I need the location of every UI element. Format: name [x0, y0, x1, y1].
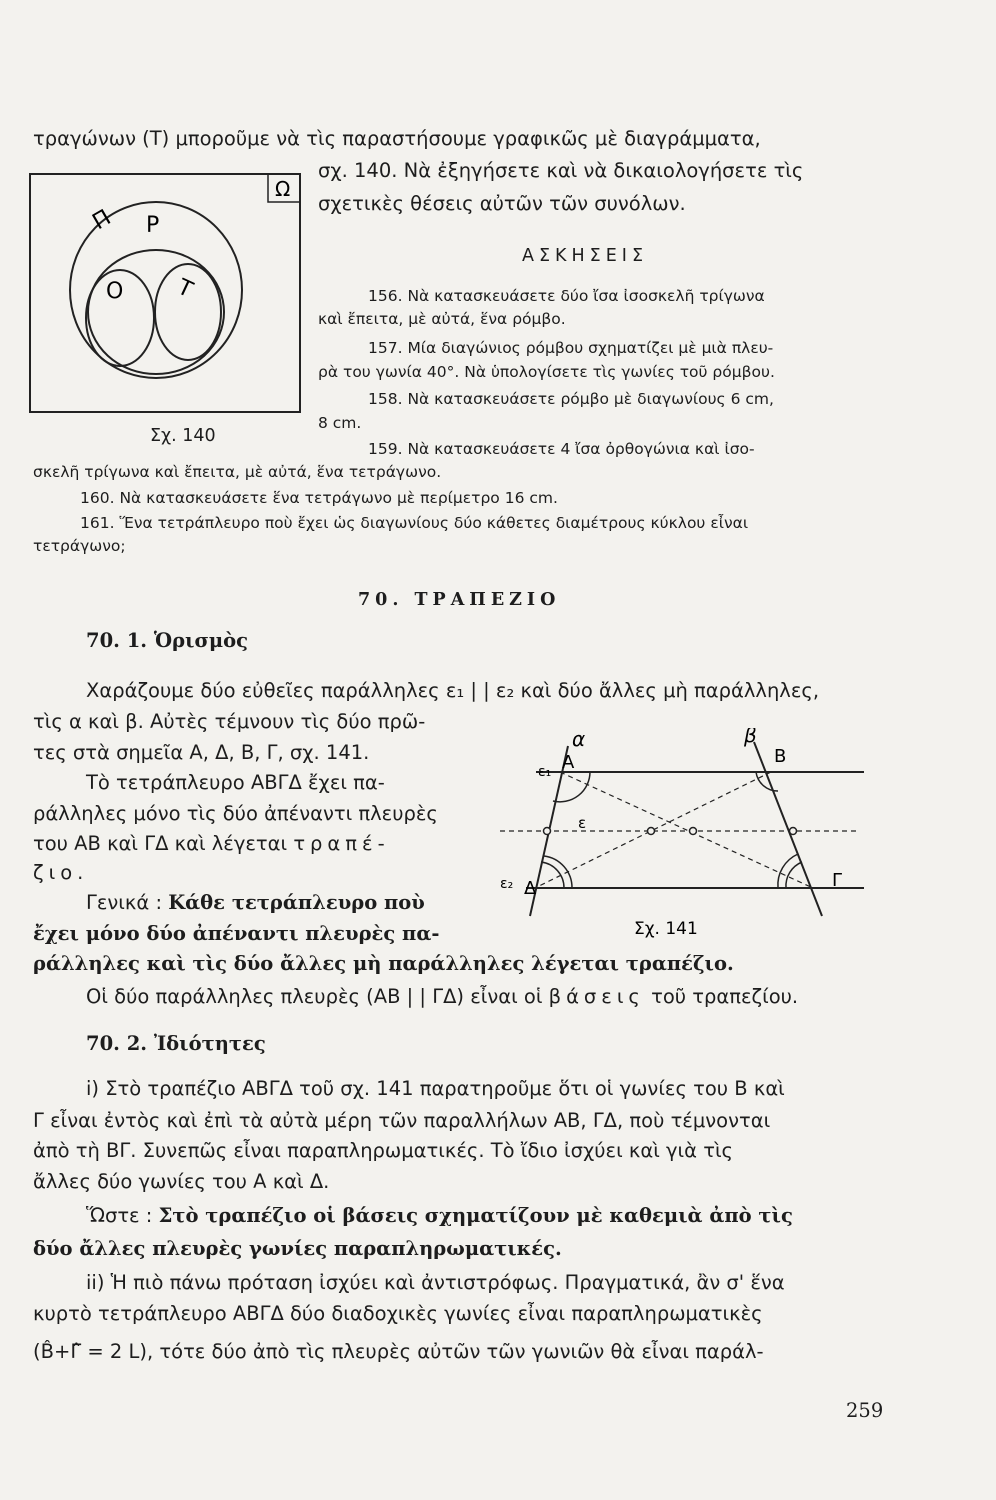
- property-line-7: ii) Ἡ πιὸ πάνω πρόταση ἰσχύει καὶ ἀντιστρόφως. Πραγματικά, ἂν σ' ἕνα: [86, 1271, 785, 1294]
- label-t: Τ: [173, 274, 197, 304]
- property-line-1: i) Στὸ τραπέζιο ΑΒΓΔ τοῦ σχ. 141 παρατηροῦμε ὅτι οἱ γωνίες του Β καὶ: [86, 1077, 785, 1100]
- diagonal-ag: [560, 772, 813, 888]
- property-line-6: δύο ἄλλες πλευρὲς γωνίες παραπληρωματικές.: [33, 1237, 562, 1260]
- midpoint-diag-2: [690, 828, 697, 835]
- definition-line-9: ἔχει μόνο δύο ἀπέναντι πλευρὲς πα-: [33, 922, 440, 945]
- top-line-3: σχετικὲς θέσεις αὐτῶν τῶν συνόλων.: [318, 192, 686, 215]
- label-e2: ε₂: [500, 876, 514, 892]
- label-rho: Ρ: [146, 213, 160, 238]
- definition-line-6a: του ΑΒ καὶ ΓΔ καὶ λέγεται: [33, 832, 288, 855]
- exercise-158-line-1: 158. Νὰ κατασκευάσετε ρόμβο μὲ διαγωνίους 6 cm,: [368, 390, 774, 408]
- label-vertex-d: Δ: [524, 878, 537, 899]
- definition-line-3: τες στὰ σημεῖα Α, Δ, Β, Γ, σχ. 141.: [33, 741, 370, 764]
- top-line-1: τραγώνων (Τ) μποροῦμε νὰ τὶς παραστήσουμε γραφικῶς μὲ διαγράμματα,: [33, 127, 761, 150]
- angle-arc-g-2: [778, 854, 798, 888]
- label-a-line: α: [572, 728, 586, 751]
- exercise-157-line-2: ρὰ του γωνία 40°. Νὰ ὑπολογίσετε τὶς γωνίες τοῦ ρόμβου.: [318, 363, 775, 381]
- exercise-160: 160. Νὰ κατασκευάσετε ἕνα τετράγωνο μὲ περίμετρο 16 cm.: [80, 489, 558, 507]
- line-b: [754, 742, 822, 916]
- therefore-label: Ὥστε :: [86, 1204, 153, 1227]
- venn-diagram-figure: [28, 170, 308, 420]
- bases-text-a: Οἱ δύο παράλληλες πλευρὲς (ΑΒ | | ΓΔ) εἶναι οἱ: [86, 985, 543, 1008]
- property-line-8: κυρτὸ τετράπλευρο ΑΒΓΔ δύο διαδοχικὲς γωνίες εἶναι παραπληρωματικὲς: [33, 1302, 763, 1325]
- label-pi: Π: [88, 205, 116, 236]
- midpoint-bg: [790, 828, 797, 835]
- label-b-line: β: [744, 728, 757, 747]
- generally-label: Γενικά :: [86, 891, 163, 914]
- property-bold-1: Στὸ τραπέζιο οἱ βάσεις σχηματίζουν μὲ καθεμιὰ ἀπὸ τὶς: [158, 1204, 793, 1227]
- definition-line-6: [33, 833, 390, 855]
- midpoint-ad: [544, 828, 551, 835]
- figure-140-caption: Σχ. 140: [150, 426, 216, 446]
- subsection-properties: 70. 2. Ἰδιότητες: [86, 1032, 266, 1055]
- label-o: Ο: [106, 279, 124, 304]
- bases-text-c: τοῦ τραπεζίου.: [651, 985, 799, 1008]
- property-line-9: (B̂+Γ̂ = 2 L), τότε δύο ἀπὸ τὶς πλευρὲς αὐτῶν τῶν γωνιῶν θὰ εἶναι παράλ-: [33, 1340, 764, 1363]
- definition-line-5: ράλληλες μόνο τὶς δύο ἀπέναντι πλευρὲς: [33, 802, 438, 825]
- midpoint-diag-1: [648, 828, 655, 835]
- exercises-heading: ΑΣΚΗΣΕΙΣ: [522, 246, 648, 266]
- definition-line-1: Χαράζουμε δύο εὐθεῖες παράλληλες ε₁ | | ε₂ καὶ δύο ἄλλες μὴ παράλληλες,: [86, 679, 820, 702]
- subsection-definition: 70. 1. Ὁρισμὸς: [86, 629, 249, 652]
- exercise-157-line-1: 157. Μία διαγώνιος ρόμβου σχηματίζει μὲ μιὰ πλευ-: [368, 339, 774, 357]
- exercise-159-line-2: σκελῆ τρίγωνα καὶ ἔπειτα, μὲ αὐτά, ἕνα τετράγωνο.: [33, 463, 442, 481]
- definition-line-4: Τὸ τετράπλευρο ΑΒΓΔ ἔχει πα-: [86, 771, 385, 794]
- label-e-midline: ε: [578, 814, 587, 832]
- page-number: 259: [846, 1399, 884, 1422]
- angle-arc-g: [786, 862, 802, 888]
- property-line-5: [86, 1205, 793, 1227]
- exercise-156-line-2: καὶ ἔπειτα, μὲ αὐτά, ἕνα ρόμβο.: [318, 310, 566, 328]
- property-line-2: Γ εἶναι ἐντὸς καὶ ἐπὶ τὰ αὐτὰ μέρη τῶν παραλλήλων ΑΒ, ΓΔ, ποὺ τέμνονται: [33, 1109, 771, 1132]
- omega-label: Ω: [275, 177, 291, 201]
- exercise-158-line-2: 8 cm.: [318, 414, 362, 432]
- label-vertex-b: Β: [774, 746, 787, 767]
- exercise-161-line-2: τετράγωνο;: [33, 537, 126, 555]
- section-title: 70. ΤΡΑΠΕΖΙΟ: [358, 590, 561, 610]
- definition-bold-1: Κάθε τετράπλευρο ποὺ: [168, 891, 425, 914]
- exercise-159-line-1: 159. Νὰ κατασκευάσετε 4 ἴσα ὀρθογώνια καὶ ἰσο-: [368, 440, 755, 458]
- property-line-3: ἀπὸ τὴ ΒΓ. Συνεπῶς εἶναι παραπληρωματικές. Τὸ ἴδιο ἰσχύει καὶ γιὰ τὶς: [33, 1139, 733, 1162]
- property-line-4: ἄλλες δύο γωνίες του Α καὶ Δ.: [33, 1170, 330, 1193]
- exercise-161-line-1: 161. Ἕνα τετράπλευρο ποὺ ἔχει ὡς διαγωνίους δύο κάθετες διαμέτρους κύκλου εἶναι: [80, 514, 749, 532]
- trapezium-figure: [486, 728, 876, 944]
- angle-arc-d: [541, 862, 564, 888]
- term-bases: βάσεις: [548, 985, 645, 1008]
- definition-line-2: τὶς α καὶ β. Αὐτὲς τέμνουν τὶς δύο πρῶ-: [33, 710, 426, 733]
- exercise-156-line-1: 156. Νὰ κατασκευάσετε δύο ἴσα ἰσοσκελῆ τρίγωνα: [368, 287, 765, 305]
- figure-141-caption: Σχ. 141: [634, 919, 698, 939]
- definition-line-7: ζιο.: [33, 861, 89, 884]
- definition-line-10: ράλληλες καὶ τὶς δύο ἄλλες μὴ παράλληλες λέγεται τραπέζιο.: [33, 952, 734, 975]
- label-vertex-g: Γ: [832, 870, 843, 891]
- top-line-2: σχ. 140. Νὰ ἐξηγήσετε καὶ νὰ δικαιολογήσετε τὶς: [318, 159, 804, 182]
- definition-line-11: [86, 986, 798, 1008]
- label-vertex-a: Α: [562, 752, 575, 773]
- term-trapezium: τραπέ-: [293, 832, 390, 855]
- definition-line-8: [86, 892, 425, 914]
- label-e1: ε₁: [538, 764, 552, 780]
